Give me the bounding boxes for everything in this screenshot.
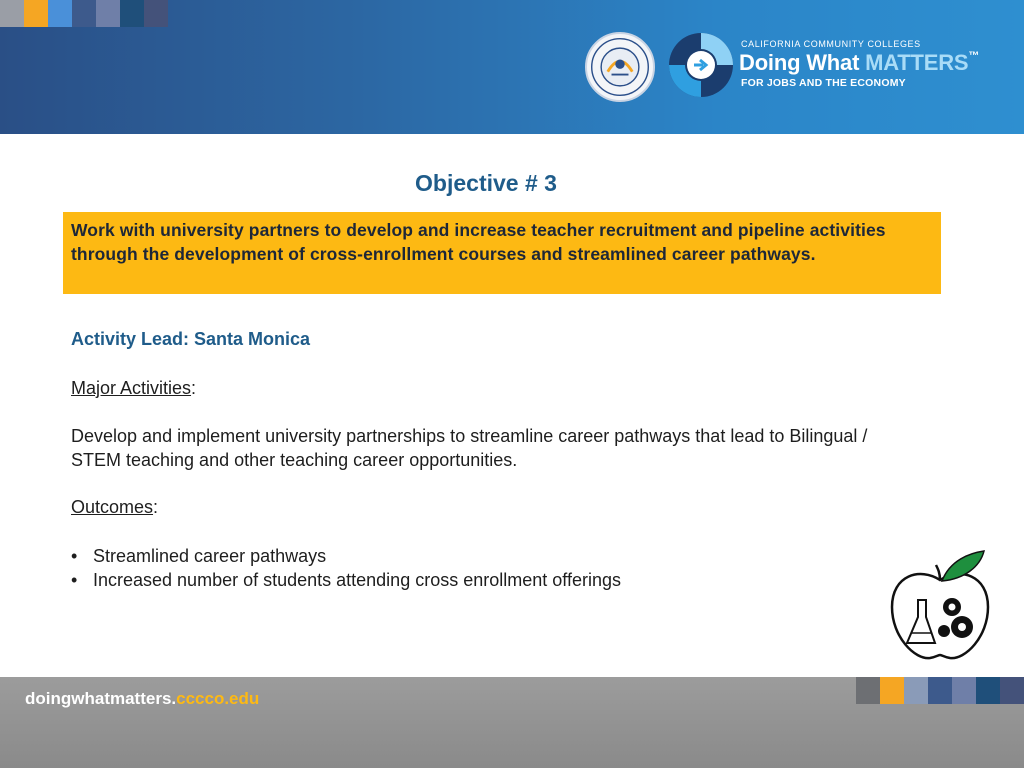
list-item [71,568,621,592]
objective-text: Work with university partners to develop and increase teacher recruitment and pipeline activities through the development of cross-enrollment courses and streamlined career pathways. [71,220,886,264]
objective-box [63,212,941,294]
swatch [120,0,144,27]
footer-url-tld: cccco.edu [176,689,260,708]
outcome-text: Increased number of students attending cross enrollment offerings [93,570,621,590]
swatch [880,677,904,704]
outcomes-list [71,544,621,592]
swatch [96,0,120,27]
major-activities-heading [71,378,196,399]
swatch [0,0,24,27]
activity-lead: Activity Lead: Santa Monica [71,329,311,349]
footer-color-swatches [856,677,1024,704]
apple-science-icon [880,545,1000,665]
bullet: • [71,546,78,566]
major-activities-text: Develop and implement university partnerships to streamline career pathways that lead to Bilingual / STEM teaching and other teaching career opportunities. [71,426,868,470]
trademark: ™ [968,50,980,62]
doing-what-matters-logo-icon [667,31,735,99]
bullet: • [71,570,78,590]
header-color-swatches [0,0,168,27]
swatch [48,0,72,27]
footer-url[interactable] [25,689,259,709]
swatch [144,0,168,27]
list-item [71,544,621,568]
brand-title-accent: MATTERS [865,50,969,75]
outcomes-heading [71,497,158,518]
outcome-text: Streamlined career pathways [93,546,327,566]
swatch [904,677,928,704]
swatch [72,0,96,27]
brand-title-main: Doing What [739,50,866,75]
swatch [856,677,880,704]
brand-subtitle: FOR JOBS AND THE ECONOMY [741,77,906,89]
swatch [952,677,976,704]
california-community-colleges-seal [585,32,655,102]
outcomes-colon: : [153,497,159,517]
swatch [928,677,952,704]
outcomes-label: Outcomes [71,497,154,517]
swatch [976,677,1000,704]
major-activities-label: Major Activities [71,378,192,398]
brand-top-line: CALIFORNIA COMMUNITY COLLEGES [741,39,921,49]
major-activities-colon: : [191,378,197,398]
objective-title: Objective # 3 [415,170,557,196]
brand-title [739,50,979,76]
swatch [1000,677,1024,704]
footer-url-main: doingwhatmatters. [25,689,177,708]
swatch [24,0,48,27]
